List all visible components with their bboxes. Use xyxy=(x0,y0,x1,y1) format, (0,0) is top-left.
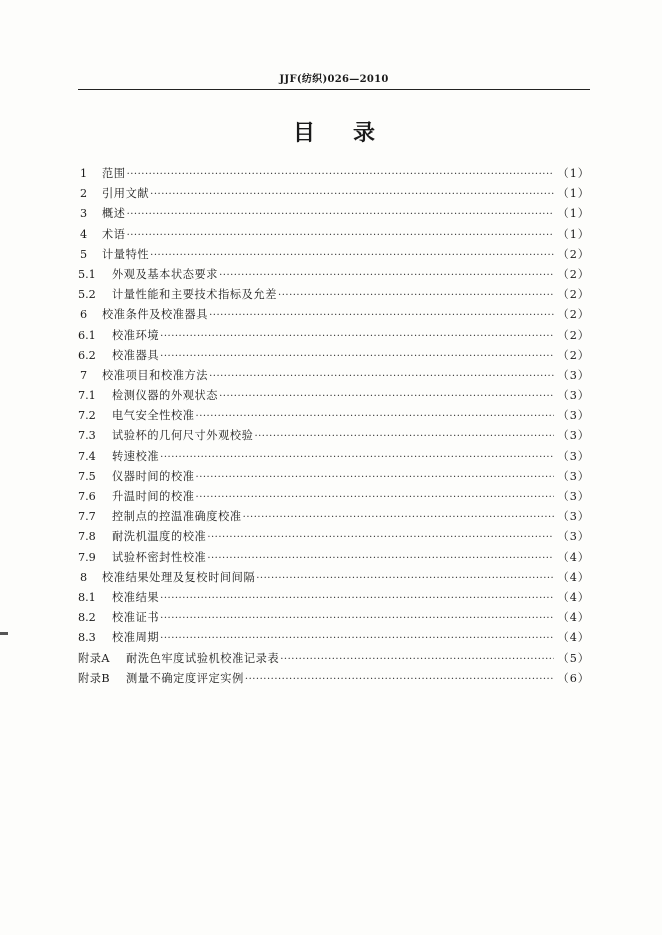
toc-entry-page: （3） xyxy=(557,409,590,423)
toc-leader-dots xyxy=(278,286,554,306)
toc-entry-page: （1） xyxy=(557,187,590,201)
toc-entry-title: 术语 xyxy=(102,227,126,241)
toc-entry[interactable] xyxy=(78,527,590,547)
toc-title: 目录 xyxy=(292,120,413,146)
toc-entry[interactable] xyxy=(78,568,590,588)
toc-entry[interactable] xyxy=(78,447,590,467)
toc-leader-dots xyxy=(196,468,554,488)
toc-entry-number: 3 xyxy=(80,207,88,221)
toc-leader-dots xyxy=(160,448,554,468)
toc-leader-dots xyxy=(254,427,554,447)
toc-entry-number: 2 xyxy=(80,187,88,201)
toc-leader-dots xyxy=(127,165,554,185)
toc-entry-page: （4） xyxy=(557,631,590,645)
toc-entry-number: 7.7 xyxy=(78,510,96,524)
toc-entry[interactable] xyxy=(78,164,590,184)
toc-entry-title: 计量特性 xyxy=(102,247,150,261)
toc-entry-number: 5 xyxy=(80,247,88,261)
toc-entry-number: 4 xyxy=(80,227,88,241)
toc-entry-number: 6.1 xyxy=(78,328,96,342)
toc-entry-number: 8.3 xyxy=(78,631,96,645)
toc-entry-title: 校准环境 xyxy=(112,328,160,342)
toc-entry-number: 7.2 xyxy=(78,409,96,423)
toc-leader-dots xyxy=(207,528,554,548)
toc-leader-dots xyxy=(160,347,554,367)
toc-leader-dots xyxy=(219,266,554,286)
toc-entry-page: （5） xyxy=(557,651,590,665)
toc-leader-dots xyxy=(207,549,554,569)
toc-entry-number: 7.1 xyxy=(78,389,96,403)
toc-leader-dots xyxy=(245,670,554,690)
toc-entry-number: 5.1 xyxy=(78,267,96,281)
toc-entry-page: （2） xyxy=(557,288,590,302)
toc-entry-page: （3） xyxy=(557,530,590,544)
table-of-contents xyxy=(78,164,590,689)
toc-leader-dots xyxy=(196,488,554,508)
toc-entry-number: 7.4 xyxy=(78,449,96,463)
toc-entry[interactable] xyxy=(78,346,590,366)
toc-entry-title: 耐洗色牢度试验机校准记录表 xyxy=(126,651,280,665)
toc-entry-title: 校准结果处理及复校时间间隔 xyxy=(102,570,256,584)
toc-entry[interactable] xyxy=(78,285,590,305)
toc-entry-page: （4） xyxy=(557,611,590,625)
toc-entry-number: 7.8 xyxy=(78,530,96,544)
toc-entry-page: （3） xyxy=(557,389,590,403)
toc-entry-page: （3） xyxy=(557,510,590,524)
toc-entry[interactable] xyxy=(78,366,590,386)
toc-leader-dots xyxy=(160,629,554,649)
toc-entry-number: 8.2 xyxy=(78,611,96,625)
toc-entry-page: （1） xyxy=(557,227,590,241)
toc-entry-title: 升温时间的校准 xyxy=(112,490,195,503)
toc-entry-page: （1） xyxy=(557,207,590,221)
toc-entry[interactable] xyxy=(78,548,590,568)
toc-entry[interactable] xyxy=(78,507,590,527)
toc-entry-number: 7.5 xyxy=(78,469,96,483)
toc-leader-dots xyxy=(160,589,554,609)
toc-entry-number: 附录B xyxy=(78,671,111,685)
toc-entry-title: 引用文献 xyxy=(102,187,150,201)
toc-entry-page: （2） xyxy=(557,348,590,362)
toc-entry-page: （3） xyxy=(557,490,590,503)
toc-entry[interactable] xyxy=(78,326,590,346)
toc-entry-number: 1 xyxy=(80,167,88,180)
toc-entry-title: 试验杯密封性校准 xyxy=(112,550,207,564)
toc-entry-title: 计量性能和主要技术指标及允差 xyxy=(112,288,278,302)
toc-entry-title: 试验杯的几何尺寸外观校验 xyxy=(112,429,254,443)
toc-entry-title: 转速校准 xyxy=(112,449,160,463)
toc-entry-page: （6） xyxy=(557,671,590,685)
toc-entry-number: 7.3 xyxy=(78,429,96,443)
toc-entry-number: 6 xyxy=(80,308,88,322)
toc-leader-dots xyxy=(280,650,554,670)
toc-entry-title: 校准器具 xyxy=(112,348,160,362)
toc-entry-page: （2） xyxy=(557,247,590,261)
toc-leader-dots xyxy=(160,609,554,629)
toc-entry-title: 校准周期 xyxy=(112,631,160,645)
toc-entry-title: 检测仪器的外观状态 xyxy=(112,389,219,403)
toc-entry[interactable] xyxy=(78,406,590,426)
toc-entry-title: 仪器时间的校准 xyxy=(112,469,195,483)
toc-entry-title: 控制点的控温准确度校准 xyxy=(112,510,242,524)
toc-entry-number: 7 xyxy=(80,368,88,382)
toc-entry-page: （3） xyxy=(557,429,590,443)
toc-entry-page: （1） xyxy=(557,167,590,180)
toc-entry-number: 7.9 xyxy=(78,550,96,564)
toc-leader-dots xyxy=(209,367,554,387)
toc-entry-page: （2） xyxy=(557,328,590,342)
toc-entry-title: 概述 xyxy=(102,207,126,221)
scan-edge-mark xyxy=(0,632,8,635)
toc-leader-dots xyxy=(256,569,554,589)
toc-entry-title: 校准条件及校准器具 xyxy=(102,308,209,322)
toc-entry-title: 校准证书 xyxy=(112,611,160,625)
toc-entry[interactable] xyxy=(78,386,590,406)
toc-entry-page: （3） xyxy=(557,368,590,382)
toc-leader-dots xyxy=(160,327,554,347)
toc-entry-page: （4） xyxy=(557,550,590,564)
toc-entry[interactable] xyxy=(78,305,590,325)
toc-entry[interactable] xyxy=(78,669,590,689)
toc-entry-title: 校准项目和校准方法 xyxy=(102,368,209,382)
toc-entry-number: 8 xyxy=(80,570,88,584)
toc-entry-page: （4） xyxy=(557,570,590,584)
toc-entry-number: 7.6 xyxy=(78,490,96,503)
toc-entry-page: （2） xyxy=(557,308,590,322)
toc-entry-page: （2） xyxy=(557,267,590,281)
header-rule xyxy=(78,89,590,90)
toc-leader-dots xyxy=(150,185,554,205)
toc-entry[interactable] xyxy=(78,628,590,648)
toc-entry-number: 5.2 xyxy=(78,288,96,302)
toc-entry[interactable] xyxy=(78,265,590,285)
toc-leader-dots xyxy=(196,407,554,427)
toc-entry-title: 范围 xyxy=(102,167,126,180)
toc-entry-number: 6.2 xyxy=(78,348,96,362)
toc-entry[interactable] xyxy=(78,245,590,265)
toc-entry-page: （4） xyxy=(557,590,590,604)
toc-leader-dots xyxy=(150,246,554,266)
toc-entry[interactable] xyxy=(78,467,590,487)
toc-entry[interactable] xyxy=(78,184,590,204)
toc-entry-page: （3） xyxy=(557,469,590,483)
toc-leader-dots xyxy=(127,226,554,246)
toc-entry[interactable] xyxy=(78,588,590,608)
toc-entry-number: 附录A xyxy=(78,651,110,665)
toc-entry[interactable] xyxy=(78,204,590,224)
toc-leader-dots xyxy=(243,508,554,528)
toc-entry-page: （3） xyxy=(557,449,590,463)
toc-leader-dots xyxy=(127,205,554,225)
toc-entry-title: 电气安全性校准 xyxy=(112,409,195,423)
toc-entry-title: 外观及基本状态要求 xyxy=(112,267,219,281)
toc-entry[interactable] xyxy=(78,225,590,245)
toc-entry-title: 耐洗机温度的校准 xyxy=(112,530,207,544)
toc-entry[interactable] xyxy=(78,608,590,628)
toc-leader-dots xyxy=(219,387,554,407)
toc-entry-title: 校准结果 xyxy=(112,590,160,604)
toc-entry-number: 8.1 xyxy=(78,590,96,604)
toc-entry[interactable] xyxy=(78,649,590,669)
toc-entry-title: 测量不确定度评定实例 xyxy=(126,671,244,685)
toc-leader-dots xyxy=(209,306,554,326)
document-code-header: JJF(纺织)026—2010 xyxy=(279,74,389,85)
toc-entry[interactable] xyxy=(78,426,590,446)
toc-entry[interactable] xyxy=(78,487,590,507)
